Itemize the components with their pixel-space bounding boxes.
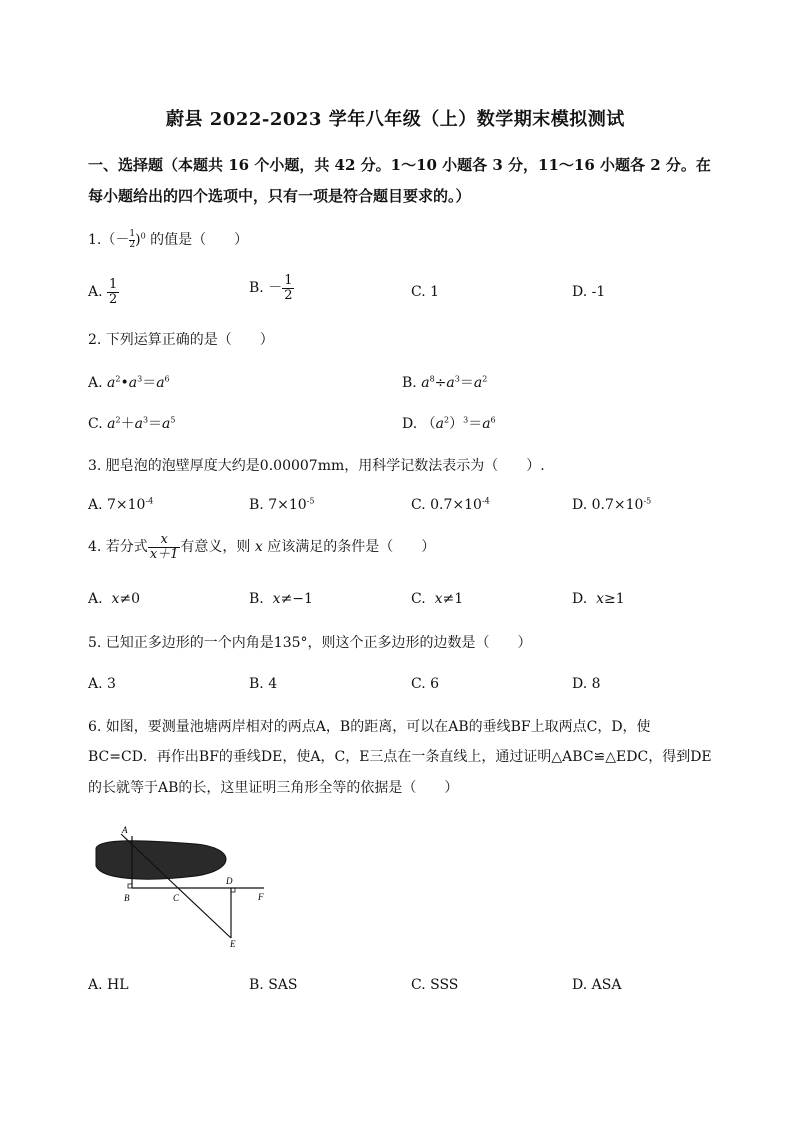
section-heading-line2: 每小题给出的四个选项中，只有一项是符合题目要求的。） <box>88 187 471 205</box>
question-2-option-a[interactable]: A. $a^2•a^3=a^6$ <box>88 374 170 391</box>
question-6-line3: 的长就等于AB的长，这里证明三角形全等的依据是（ ） <box>88 780 459 796</box>
label-b: B <box>124 893 130 903</box>
question-3-option-a[interactable]: A. $7\times 10^{-4}$ <box>88 496 154 513</box>
question-2-stem: 2. 下列运算正确的是（ ） <box>88 332 274 348</box>
question-1-option-a[interactable]: A. $\frac{1}{2}$ <box>88 277 118 307</box>
question-5-option-b[interactable]: B. 4 <box>249 676 278 692</box>
question-6-line1: 6. 如图，要测量池塘两岸相对的两点A，B的距离，可以在AB的垂线BF上取两点C，D，使 <box>88 719 651 735</box>
question-6-option-a[interactable]: A. HL <box>88 977 129 993</box>
label-c: C <box>173 893 180 903</box>
question-5-option-d[interactable]: D. 8 <box>572 676 601 692</box>
fraction: $\frac{1}{2}$ <box>284 273 293 303</box>
question-2-option-c[interactable]: C. $a^2+a^3=a^5$ <box>88 415 176 432</box>
question-1-option-c[interactable]: C. 1 <box>411 284 440 300</box>
question-1-option-d[interactable]: D. -1 <box>572 284 606 300</box>
question-4-stem: 4. 若分式 $\frac{x}{x+1}$ 有意义，则 x 应该满足的条件是（ ） <box>88 532 436 562</box>
question-1-stem: 1.（－ $\frac{1}{2}$ )$^0$ 的值是（ ） <box>88 229 249 250</box>
question-5-option-c[interactable]: C. 6 <box>411 676 440 692</box>
label-d: D <box>226 876 233 886</box>
label-e: E <box>230 939 236 949</box>
pond-figure <box>86 820 276 955</box>
label-a: A <box>122 825 128 835</box>
question-4-option-c[interactable]: C. x≠1 <box>411 591 464 607</box>
question-3-option-b[interactable]: B. $7\times 10^{-5}$ <box>249 496 315 513</box>
question-6-line2: BC=CD．再作出BF的垂线DE，使A，C，E三点在一条直线上，通过证明△ABC≌△EDC，得到DE <box>88 749 712 765</box>
fraction: $\frac{x}{x+1}$ <box>149 532 179 562</box>
pond-shape <box>96 841 226 879</box>
question-3-option-d[interactable]: D. $0.7\times 10^{-5}$ <box>572 496 652 513</box>
question-6-option-d[interactable]: D. ASA <box>572 977 622 993</box>
fraction: $\frac{1}{2}$ <box>109 277 118 307</box>
question-5-option-a[interactable]: A. 3 <box>88 676 116 692</box>
question-4-option-b[interactable]: B. x≠−1 <box>249 591 313 607</box>
fraction: $\frac{1}{2}$ <box>129 229 136 250</box>
question-4-option-d[interactable]: D. x≥1 <box>572 591 625 607</box>
line-ce <box>178 888 231 938</box>
question-2-option-d[interactable]: D. $(a^2)^3=a^6$ <box>402 415 496 432</box>
question-4-option-a[interactable]: A. x≠0 <box>88 591 141 607</box>
page-title: 蔚县 2022-2023 学年八年级（上）数学期末模拟测试 <box>166 109 625 130</box>
question-1-option-b[interactable]: B. － $\frac{1}{2}$ <box>249 273 293 303</box>
question-5-stem: 5. 已知正多边形的一个内角是135°，则这个正多边形的边数是（ ） <box>88 635 532 651</box>
question-3-stem: 3. 肥皂泡的泡壁厚度大约是0.00007mm，用科学记数法表示为（ ）. <box>88 458 545 474</box>
label-f: F <box>258 892 264 902</box>
question-2-option-b[interactable]: B. $a^8\div a^3=a^2$ <box>402 374 488 391</box>
right-angle-b <box>128 884 132 888</box>
section-heading-line1: 一、选择题（本题共 16 个小题，共 42 分。1～10 小题各 3 分，11～16 小题各 2 分。在 <box>88 156 711 174</box>
question-6-option-b[interactable]: B. SAS <box>249 977 298 993</box>
question-6-option-c[interactable]: C. SSS <box>411 977 459 993</box>
question-3-option-c[interactable]: C. $0.7\times 10^{-4}$ <box>411 496 490 513</box>
